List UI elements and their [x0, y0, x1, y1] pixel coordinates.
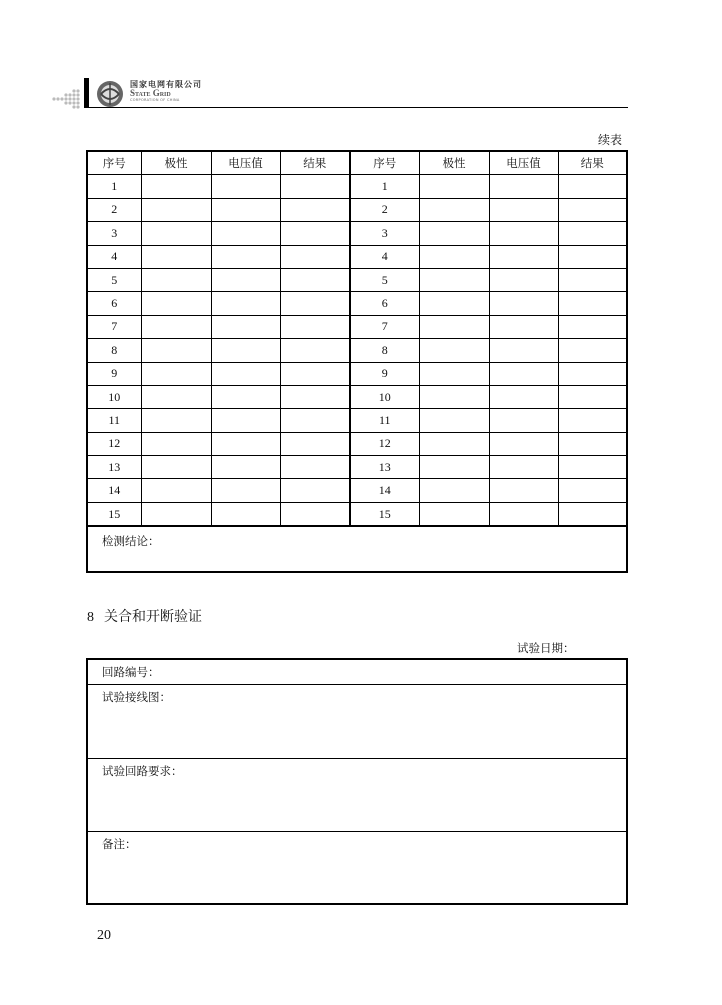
empty-cell	[211, 385, 280, 408]
empty-cell	[141, 198, 211, 221]
empty-cell	[141, 175, 211, 198]
empty-cell	[280, 409, 350, 432]
empty-cell	[141, 479, 211, 502]
empty-cell	[489, 198, 558, 221]
conclusion-label: 检测结论：	[102, 534, 160, 549]
empty-cell	[211, 362, 280, 385]
empty-cell	[489, 268, 558, 291]
empty-cell	[419, 385, 489, 408]
empty-cell	[489, 362, 558, 385]
empty-cell	[141, 339, 211, 362]
empty-cell	[280, 292, 350, 315]
empty-cell	[211, 339, 280, 362]
col-header: 序号	[88, 152, 141, 175]
table-row	[88, 315, 626, 338]
table-row	[88, 198, 626, 221]
remarks-label: 备注：	[102, 837, 137, 851]
row-number-cell: 11	[88, 409, 141, 432]
table-row	[88, 268, 626, 291]
empty-cell	[280, 339, 350, 362]
section-number: 8	[87, 610, 94, 625]
empty-cell	[211, 502, 280, 525]
empty-cell	[141, 292, 211, 315]
table-row	[88, 245, 626, 268]
empty-cell	[280, 456, 350, 479]
header-bar	[84, 78, 89, 108]
row-number-cell: 12	[88, 432, 141, 455]
empty-cell	[558, 175, 626, 198]
test-date-label: 试验日期：	[517, 641, 575, 655]
row-number-cell: 15	[350, 502, 419, 525]
empty-cell	[489, 339, 558, 362]
empty-cell	[419, 198, 489, 221]
empty-cell	[558, 362, 626, 385]
col-header: 序号	[350, 152, 419, 175]
row-number-cell: 14	[88, 479, 141, 502]
empty-cell	[558, 479, 626, 502]
empty-cell	[211, 198, 280, 221]
col-header: 极性	[141, 152, 211, 175]
empty-cell	[280, 245, 350, 268]
empty-cell	[558, 339, 626, 362]
empty-cell	[558, 222, 626, 245]
row-number-cell: 1	[350, 175, 419, 198]
empty-cell	[489, 456, 558, 479]
row-number-cell: 9	[350, 362, 419, 385]
empty-cell	[419, 222, 489, 245]
row-number-cell: 2	[88, 198, 141, 221]
table-row	[88, 292, 626, 315]
empty-cell	[558, 502, 626, 525]
empty-cell	[558, 268, 626, 291]
empty-cell	[489, 479, 558, 502]
col-header: 电压值	[211, 152, 280, 175]
empty-cell	[211, 268, 280, 291]
row-number-cell: 2	[350, 198, 419, 221]
col-header: 结果	[558, 152, 626, 175]
circuit-requirements-label: 试验回路要求：	[102, 764, 183, 778]
table-row	[88, 222, 626, 245]
empty-cell	[489, 502, 558, 525]
row-number-cell: 5	[88, 268, 141, 291]
empty-cell	[419, 339, 489, 362]
empty-cell	[558, 292, 626, 315]
empty-cell	[141, 409, 211, 432]
empty-cell	[419, 268, 489, 291]
table-row	[88, 175, 626, 198]
empty-cell	[280, 479, 350, 502]
empty-cell	[211, 479, 280, 502]
decorative-dots-icon	[50, 88, 80, 110]
empty-cell	[280, 222, 350, 245]
row-number-cell: 3	[88, 222, 141, 245]
row-number-cell: 4	[88, 245, 141, 268]
empty-cell	[141, 362, 211, 385]
logo-en-text: State Grid	[130, 88, 171, 98]
table-row	[88, 479, 626, 502]
empty-cell	[141, 432, 211, 455]
state-grid-logo-icon	[96, 80, 124, 108]
table-row	[88, 456, 626, 479]
empty-cell	[558, 245, 626, 268]
row-number-cell: 10	[350, 385, 419, 408]
form-row-remarks	[88, 832, 626, 903]
empty-cell	[558, 198, 626, 221]
row-number-cell: 3	[350, 222, 419, 245]
empty-cell	[489, 292, 558, 315]
empty-cell	[211, 409, 280, 432]
row-number-cell: 15	[88, 502, 141, 525]
empty-cell	[558, 385, 626, 408]
empty-cell	[419, 362, 489, 385]
company-logo	[130, 80, 210, 104]
empty-cell	[280, 502, 350, 525]
conclusion-cell	[88, 526, 626, 584]
table-header-row	[88, 152, 626, 175]
empty-cell	[141, 222, 211, 245]
empty-cell	[211, 245, 280, 268]
row-number-cell: 12	[350, 432, 419, 455]
empty-cell	[419, 479, 489, 502]
empty-cell	[558, 315, 626, 338]
table-row	[88, 432, 626, 455]
table-row	[88, 409, 626, 432]
empty-cell	[141, 268, 211, 291]
row-number-cell: 7	[88, 315, 141, 338]
empty-cell	[141, 385, 211, 408]
empty-cell	[419, 245, 489, 268]
empty-cell	[489, 432, 558, 455]
empty-cell	[419, 432, 489, 455]
empty-cell	[141, 245, 211, 268]
empty-cell	[419, 456, 489, 479]
empty-cell	[211, 292, 280, 315]
row-number-cell: 4	[350, 245, 419, 268]
empty-cell	[141, 315, 211, 338]
form-row-wiring-diagram	[88, 685, 626, 759]
empty-cell	[280, 385, 350, 408]
row-number-cell: 13	[88, 456, 141, 479]
col-header: 结果	[280, 152, 350, 175]
row-number-cell: 9	[88, 362, 141, 385]
col-header: 电压值	[489, 152, 558, 175]
empty-cell	[211, 432, 280, 455]
switching-test-form	[86, 658, 628, 905]
empty-cell	[211, 222, 280, 245]
section-title	[87, 606, 202, 626]
empty-cell	[141, 502, 211, 525]
empty-cell	[558, 456, 626, 479]
empty-cell	[558, 432, 626, 455]
table-row	[88, 502, 626, 525]
empty-cell	[419, 502, 489, 525]
table-row	[88, 362, 626, 385]
row-number-cell: 6	[88, 292, 141, 315]
row-number-cell: 13	[350, 456, 419, 479]
form-row-circuit-requirements	[88, 759, 626, 832]
header-rule	[84, 107, 628, 108]
row-number-cell: 8	[88, 339, 141, 362]
wiring-diagram-label: 试验接线图：	[102, 690, 171, 704]
empty-cell	[141, 456, 211, 479]
empty-cell	[211, 175, 280, 198]
empty-cell	[419, 292, 489, 315]
logo-sub-text: CORPORATION OF CHINA	[130, 98, 180, 102]
polarity-table	[86, 150, 628, 573]
row-number-cell: 10	[88, 385, 141, 408]
row-number-cell: 7	[350, 315, 419, 338]
table-row	[88, 385, 626, 408]
empty-cell	[489, 175, 558, 198]
row-number-cell: 6	[350, 292, 419, 315]
form-row-circuit-id	[88, 660, 626, 685]
empty-cell	[489, 409, 558, 432]
empty-cell	[211, 315, 280, 338]
page-number: 20	[97, 928, 111, 943]
continued-label: 续表	[597, 133, 622, 147]
row-number-cell: 5	[350, 268, 419, 291]
circuit-id-label: 回路编号：	[102, 665, 160, 679]
col-header: 极性	[419, 152, 489, 175]
empty-cell	[489, 222, 558, 245]
empty-cell	[489, 245, 558, 268]
empty-cell	[280, 432, 350, 455]
row-number-cell: 8	[350, 339, 419, 362]
empty-cell	[280, 268, 350, 291]
row-number-cell: 1	[88, 175, 141, 198]
empty-cell	[419, 175, 489, 198]
empty-cell	[489, 385, 558, 408]
empty-cell	[489, 315, 558, 338]
empty-cell	[419, 409, 489, 432]
table-row	[88, 339, 626, 362]
empty-cell	[558, 409, 626, 432]
row-number-cell: 14	[350, 479, 419, 502]
empty-cell	[280, 175, 350, 198]
empty-cell	[280, 198, 350, 221]
row-number-cell: 11	[350, 409, 419, 432]
logo-cn-text: 国家电网有限公司	[130, 80, 202, 89]
empty-cell	[280, 315, 350, 338]
section-title-text: 关合和开断验证	[104, 609, 202, 625]
empty-cell	[419, 315, 489, 338]
empty-cell	[211, 456, 280, 479]
empty-cell	[280, 362, 350, 385]
